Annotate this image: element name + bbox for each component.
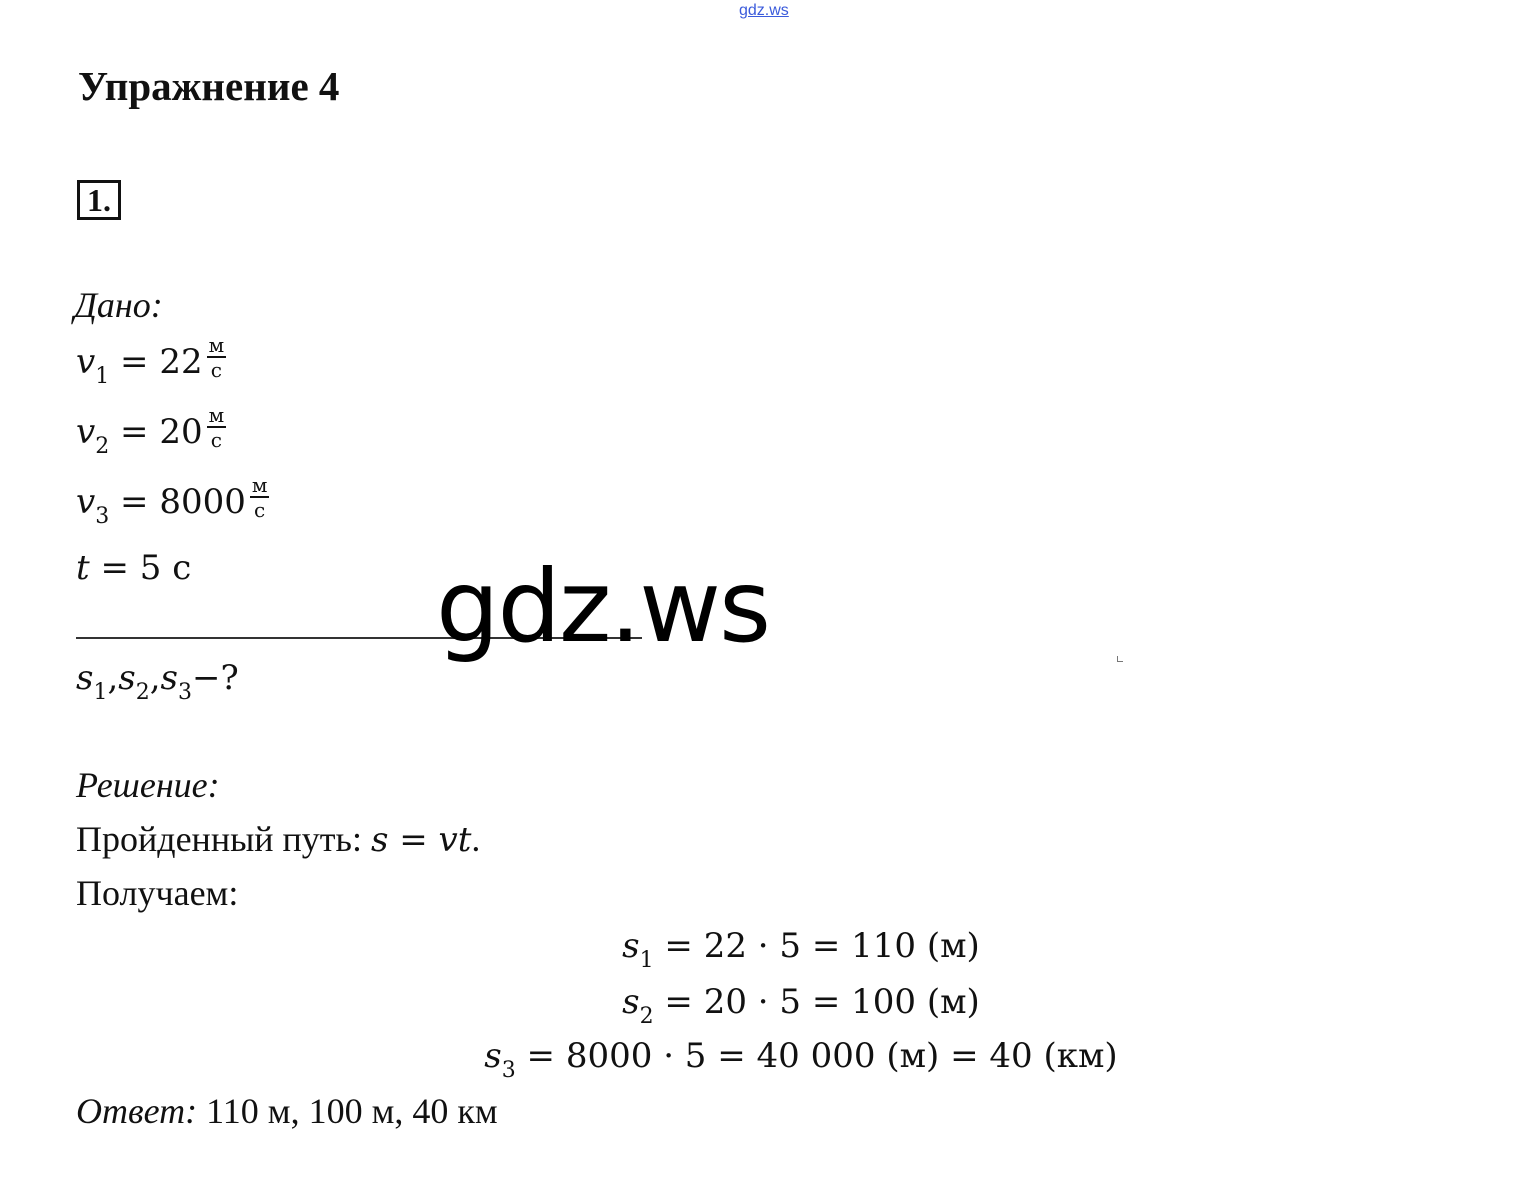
v3-unit-den: с [254, 498, 266, 522]
answer-value: 110 м, 100 м, 40 км [197, 1091, 498, 1131]
solution-label: Решение: [76, 765, 220, 805]
v1-value: = 22 [109, 342, 203, 382]
given-v2 [76, 403, 226, 459]
v2-var: v [76, 412, 96, 452]
equation-s1 [0, 926, 1532, 973]
equation-s2 [0, 982, 1532, 1029]
v1-unit-den: с [210, 358, 222, 382]
solution-line-formula [76, 818, 480, 860]
v3-value: = 8000 [109, 482, 246, 522]
eq2-rest: = 20 · 5 = 100 (м) [653, 982, 980, 1022]
formula-eq: = [388, 820, 439, 860]
v1-var: v [76, 342, 96, 382]
exercise-title: Упражнение 4 [78, 63, 340, 109]
problem-number-box [77, 180, 121, 220]
find-s3: s [160, 658, 178, 698]
formula-vt: vt [438, 820, 472, 860]
find-sub1: 1 [93, 680, 108, 705]
t-var: t [76, 548, 90, 588]
scan-artifact [1117, 656, 1123, 662]
eq3-rest: = 8000 · 5 = 40 000 (м) = 40 (км) [515, 1036, 1118, 1076]
v3-var: v [76, 482, 96, 522]
problem-number: 1. [87, 181, 111, 218]
solution-line1-text: Пройденный путь: [76, 819, 371, 859]
v3-sub: 3 [95, 504, 110, 529]
eq3-s: s [484, 1036, 502, 1076]
v3-unit-num: м [251, 473, 268, 497]
formula-dot: . [471, 819, 481, 859]
solution-line-get: Получаем: [76, 873, 239, 913]
given-v3 [76, 473, 269, 529]
eq1-sub: 1 [639, 948, 654, 973]
given-t [76, 548, 191, 588]
equation-s3 [0, 1036, 1532, 1083]
t-value: = 5 с [89, 548, 192, 588]
v2-sub: 2 [95, 434, 110, 459]
v1-sub: 1 [95, 364, 110, 389]
eq2-s: s [622, 982, 640, 1022]
find-comma1: , [107, 658, 119, 698]
v2-value: = 20 [109, 412, 203, 452]
v1-unit [207, 334, 227, 382]
v2-unit-num: м [208, 403, 225, 427]
v2-unit-den: с [210, 428, 222, 452]
find-s1: s [76, 658, 94, 698]
find-line [76, 658, 239, 705]
find-comma2: , [149, 658, 161, 698]
eq3-sub: 3 [501, 1058, 516, 1083]
v2-unit [207, 404, 227, 452]
watermark: gdz.ws [436, 548, 770, 665]
v1-unit-num: м [208, 333, 225, 357]
eq1-s: s [622, 926, 640, 966]
given-label: Дано: [74, 285, 163, 325]
answer-label: Ответ: [76, 1091, 198, 1131]
find-s2: s [118, 658, 136, 698]
find-question: −? [191, 658, 239, 698]
formula-s: s [370, 820, 389, 860]
find-sub3: 3 [177, 680, 192, 705]
v3-unit [250, 474, 270, 522]
given-v1 [76, 333, 226, 389]
top-site-link[interactable]: gdz.ws [739, 2, 789, 19]
eq2-sub: 2 [639, 1004, 654, 1029]
find-sub2: 2 [135, 680, 150, 705]
answer-line [76, 1090, 498, 1132]
eq1-rest: = 22 · 5 = 110 (м) [653, 926, 980, 966]
